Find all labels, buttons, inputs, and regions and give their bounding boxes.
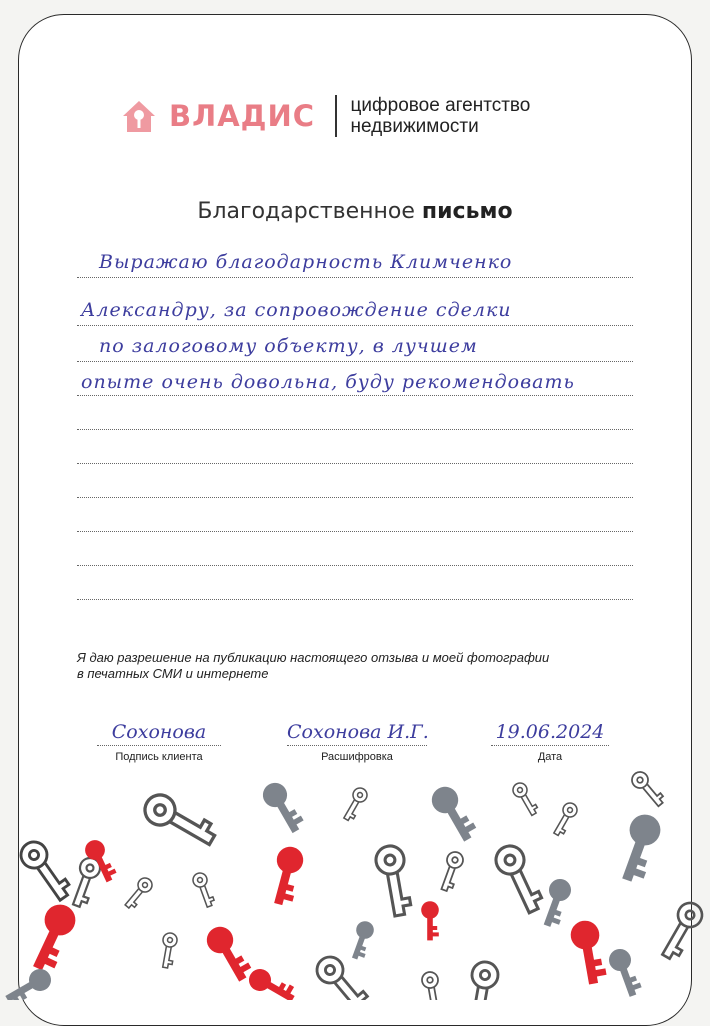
- decoding-value: Сохонова И.Г.: [287, 721, 429, 743]
- company-logo: [119, 93, 530, 139]
- writing-line: [77, 531, 633, 532]
- writing-line: [77, 277, 633, 278]
- handwritten-line-1: Выражаю благодарность Климченко: [99, 251, 513, 273]
- client-signature-label: Подпись клиента: [115, 751, 203, 763]
- handwritten-line-4: опыте очень довольна, буду рекомендовать: [81, 371, 575, 393]
- title-bold: письмо: [421, 199, 513, 224]
- house-icon: [119, 96, 159, 136]
- date-label: Дата: [537, 751, 563, 763]
- writing-line: [77, 325, 633, 326]
- writing-line: [77, 565, 633, 566]
- writing-line: [77, 361, 633, 362]
- date-field: [491, 705, 609, 763]
- consent-line-2: в печатных СМИ и интернете: [77, 666, 269, 681]
- publication-consent: [77, 650, 597, 682]
- date-value: 19.06.2024: [495, 721, 605, 743]
- writing-line: [77, 463, 633, 464]
- decoding-field: [287, 705, 429, 763]
- letter-title: [19, 199, 691, 224]
- consent-line-1: Я даю разрешение на публикацию настоящего отзыва и моей фотографии: [77, 650, 550, 665]
- writing-line: [77, 599, 633, 600]
- tagline-line-1: цифровое агентство: [350, 95, 531, 116]
- writing-line: [77, 395, 633, 396]
- logo-divider: [335, 95, 337, 137]
- brand-tagline: [351, 95, 531, 137]
- handwritten-line-2: Александру, за сопровождение сделки: [81, 299, 512, 321]
- client-signature-field: [97, 705, 221, 763]
- handwritten-line-3: по залоговому объекту, в лучшем: [99, 335, 478, 357]
- client-signature: Сохонова: [111, 721, 207, 743]
- key-pattern-decoration: [0, 750, 710, 1000]
- decoding-label: Расшифровка: [321, 751, 393, 763]
- tagline-line-2: недвижимости: [350, 116, 479, 137]
- writing-line: [77, 429, 633, 430]
- title-light: Благодарственное: [197, 199, 415, 224]
- brand-name: ВЛАДИС: [169, 99, 316, 133]
- writing-line: [77, 497, 633, 498]
